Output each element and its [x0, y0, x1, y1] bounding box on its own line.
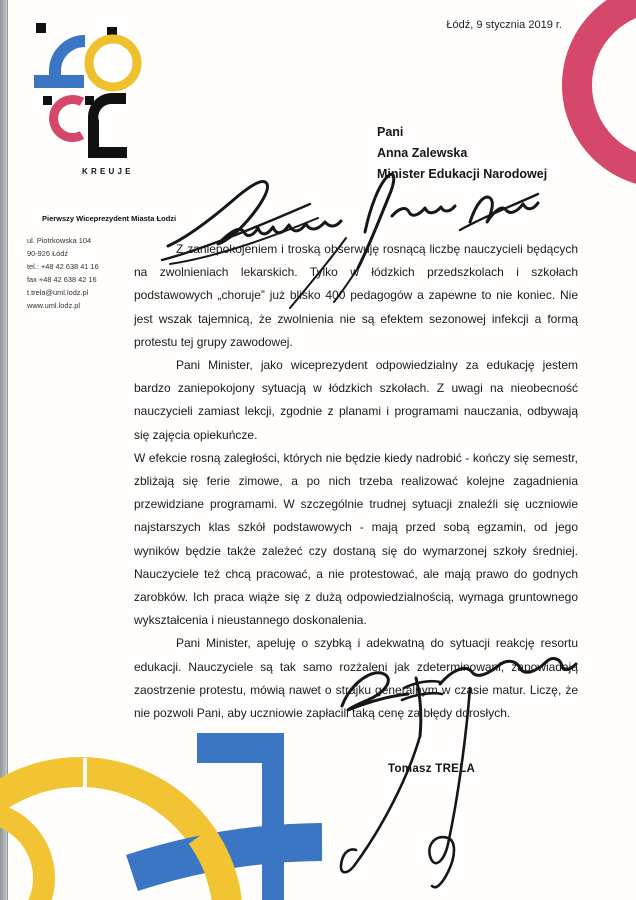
sender-office-title: Pierwszy Wiceprezydent Miasta Łodzi — [42, 214, 177, 223]
paragraph: W efekcie rosną zaległości, których nie będzie kiedy nadrobić - kończy się semestr, zbliżają się ferie zimowe, a po nich trzeba realizować kolejne zagadnienia przewidziane programami. W szczególnie trudnej sytuacji znaleźli się uczniowie najstarszych klas szkół podstawowych - mają przed sobą egzamin, od jego wyników będzie także zależeć czy dostaną się do wymarzonej szkoły średniej. Nauczyciele też chcą pracować, a nie protestować, ale mają prawo do godnych zarobków. Ich praca wiąże się z dużą odpowiedzialnością, wymaga gruntownego wykształcenia i nieustannego doskonalenia. — [134, 450, 578, 628]
address-line: www.uml.lodz.pl — [27, 301, 80, 310]
logo-letter-d-icon — [54, 100, 82, 138]
address-line: 90-926 Łódź — [27, 249, 69, 258]
recipient-name: Anna Zalewska — [377, 146, 468, 160]
pink-ring-decoration-icon — [540, 0, 636, 230]
logo-letter-z-icon — [88, 93, 127, 158]
address-line: ul. Piotrkowska 104 — [27, 236, 92, 245]
logo-letter-l-icon — [55, 41, 85, 75]
logo-letter-o-icon — [89, 39, 137, 87]
yellow-ring-small-icon — [0, 812, 44, 900]
paragraph: Pani Minister, jako wiceprezydent odpowiedzialny za edukację jestem bardzo zaniepokojony sytuacją w łódzkich szkołach. Z uwagi na nieobecność nauczycieli zamiast lekcji, zgodnie z planami i programami nauczania, odbywają się zajęcia opiekuńcze. — [134, 358, 578, 442]
address-line: t.trela@uml.lodz.pl — [27, 288, 89, 297]
address-line: tel.: +48 42 638 41 16 — [27, 262, 99, 271]
recipient-honorific: Pani — [377, 125, 404, 139]
paper-fold-artifact — [83, 758, 87, 900]
recipient-block — [377, 122, 547, 185]
recipient-title: Minister Edukacji Narodowej — [377, 167, 548, 181]
date-line: Łódź, 9 stycznia 2019 r. — [446, 19, 562, 31]
paragraph: Z zaniepokojeniem i troską obserwuję rosnącą liczbę nauczycieli będących na zwolnieniach lekarskich. Tylko w łódzkich przedszkolach i szkołach podstawowych „choruje” już blisko 400 pedagogów a zapewne to nie koniec. Nie jest wszak tajemnicą, że zwolnienia nie są efektem sezonowej infekcji a formą protestu tej grupy zawodowej. — [134, 242, 578, 349]
lodz-kreuje-logo — [0, 0, 180, 220]
sender-address — [27, 234, 99, 312]
signer-name: Tomasz TRELA — [388, 763, 476, 775]
blue-glyph-stem-icon — [262, 733, 284, 900]
brand-decoration — [0, 720, 636, 900]
logo-tagline: KREUJE — [82, 167, 134, 176]
address-line: fax +48 42 638 42 16 — [27, 275, 97, 284]
paragraph: Pani Minister, apeluję o szybką i adekwatną do sytuacji reakcję resortu edukacji. Nauczyciele są tak samo rozżaleni jak zdeterminowani, zapowiadają zaostrzenie protestu, mówią nawet o strajku generalnym w czasie matur. Liczę, że nie pozwoli Pani, aby uczniowie zapłacili taką cenę za błędy dorosłych. — [134, 636, 578, 721]
letter-body — [134, 238, 578, 725]
logo-square-icon — [36, 23, 46, 33]
